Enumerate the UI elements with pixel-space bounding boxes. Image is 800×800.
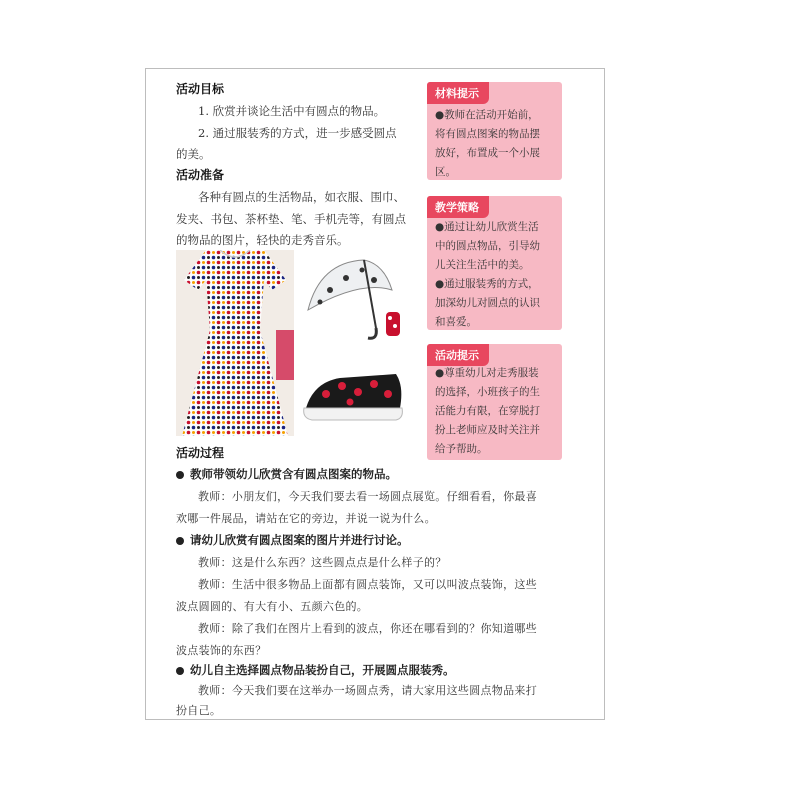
process-step-3 [176, 662, 455, 678]
dialogue-line: 教师：这是什么东西？这些圆点点是什么样子的？ [198, 556, 447, 569]
strategy-tip-line: 儿关注生活中的美。 [435, 259, 530, 271]
materials-tip-title: 材料提示 [427, 82, 489, 104]
bullet-dot-icon [176, 667, 184, 675]
strategy-tip-line: 加深幼儿对圆点的认识 [435, 297, 540, 309]
dialogue-line: 扮自己。 [176, 704, 222, 717]
activity-tip-box [427, 344, 562, 460]
dialogue-line: 欢哪一件展品，请站在它的旁边，并说一说为什么。 [176, 512, 436, 525]
activity-tip-line: ●尊重幼儿对走秀服装 [435, 367, 539, 379]
strategy-tip-line: ●通过服装秀的方式， [435, 278, 539, 290]
activity-tip-title: 活动提示 [427, 344, 489, 366]
process-step-2-heading: 请幼儿欣赏有圆点图案的图片并进行讨论。 [190, 533, 409, 547]
dialogue-line: 波点装饰的东西？ [176, 644, 267, 657]
strategy-tip-title: 教学策略 [427, 196, 489, 218]
polka-dot-dress-photo [176, 250, 294, 436]
prep-line-1: 各种有圆点的生活物品，如衣服、围巾、 [198, 190, 405, 204]
process-step-2 [176, 532, 409, 548]
prep-line-2: 发夹、书包、茶杯垫、笔、手机壳等，有圆点 [176, 212, 406, 226]
goals-item-1: 1. 欣赏并谈论生活中有圆点的物品。 [198, 104, 386, 118]
polka-dot-shoe-photo [300, 352, 406, 436]
dialogue-line: 教师：生活中很多物品上面都有圆点装饰，又可以叫波点装饰，这些 [198, 578, 537, 591]
prep-line-3: 的物品的图片，轻快的走秀音乐。 [176, 233, 349, 247]
activity-tip-line: 给予帮助。 [435, 443, 488, 455]
dialogue-line: 波点圆圆的、有大有小、五颜六色的。 [176, 600, 369, 613]
dialogue-line: 教师：今天我们要在这举办一场圆点秀，请大家用这些圆点物品来打 [198, 684, 537, 697]
strategy-tip-line: 和喜爱。 [435, 316, 477, 328]
materials-tip-line: 区。 [435, 166, 456, 178]
goals-item-2b: 的美。 [176, 147, 211, 161]
goals-item-2a: 2. 通过服装秀的方式，进一步感受圆点 [198, 126, 397, 140]
strategy-tip-box [427, 196, 562, 330]
bullet-dot-icon [176, 471, 184, 479]
materials-tip-line: ●教师在活动开始前， [435, 109, 539, 121]
activity-tip-line: 扮上老师应及时关注并 [435, 424, 540, 436]
strategy-tip-line: 中的圆点物品，引导幼 [435, 240, 540, 252]
prep-title: 活动准备 [176, 168, 225, 182]
process-step-1-heading: 教师带领幼儿欣赏含有圆点图案的物品。 [190, 467, 397, 481]
process-step-3-heading: 幼儿自主选择圆点物品装扮自己，开展圆点服装秀。 [190, 663, 455, 677]
process-title: 活动过程 [176, 446, 225, 460]
strategy-tip-line: ●通过让幼儿欣赏生活 [435, 221, 539, 233]
goals-title: 活动目标 [176, 82, 225, 96]
activity-tip-line: 活能力有限，在穿脱打 [435, 405, 540, 417]
bullet-dot-icon [176, 537, 184, 545]
process-step-1 [176, 466, 397, 482]
dialogue-line: 教师：除了我们在图片上看到的波点，你还在哪看到的？你知道哪些 [198, 622, 537, 635]
polka-dot-umbrella-photo [300, 250, 406, 348]
materials-tip-line: 将有圆点图案的物品摆 [435, 128, 540, 140]
materials-tip-line: 放好，布置成一个小展 [435, 147, 540, 159]
dialogue-line: 教师：小朋友们，今天我们要去看一场圆点展览。仔细看看，你最喜 [198, 490, 537, 503]
materials-tip-box [427, 82, 562, 180]
activity-tip-line: 的选择，小班孩子的生 [435, 386, 540, 398]
